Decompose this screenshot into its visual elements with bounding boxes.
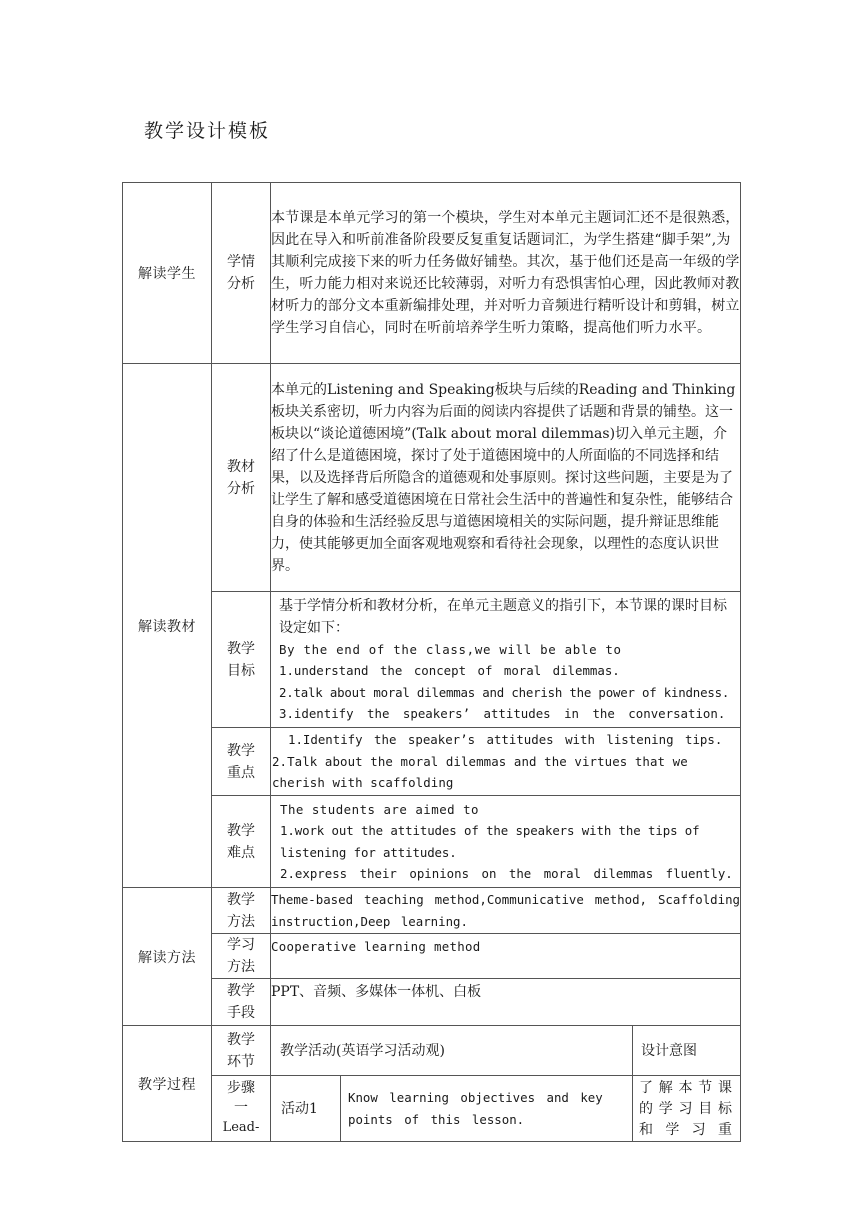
label-student-analysis: 学情 分析 — [212, 183, 271, 364]
row-material-analysis — [123, 364, 741, 592]
label-process-stage: 教学 环节 — [212, 1026, 271, 1076]
key-point-line: 2.Talk about the moral dilemmas and the virtues that we cherish with scaffolding — [272, 753, 688, 791]
category-student: 解读学生 — [123, 183, 212, 364]
label-learning-method: 学习 方法 — [212, 934, 271, 979]
student-analysis-content: 本节课是本单元学习的第一个模块，学生对本单元主题词汇还不是很熟悉，因此在导入和听前准备阶段要反复重复话题词汇，为学生搭建“脚手架”,为其顺利完成接下来的听力任务做好铺垫。其次，基于他们还是高一年级的学生，听力能力相对来说还比较薄弱，对听力有恐惧害怕心理，因此教师对教材听力的部分文本重新编排处理，并对听力音频进行精听设计和剪辑，树立学生学习自信心，同时在听前培养学生听力策略，提高他们听力水平。 — [271, 183, 741, 364]
category-process: 教学过程 — [123, 1026, 212, 1142]
objective-line: By the end of the class,we will be able to — [279, 641, 622, 657]
row-learning-method — [123, 934, 741, 979]
label-difficulties: 教学 难点 — [212, 796, 271, 888]
label-teaching-method: 教学 方法 — [212, 888, 271, 934]
row-teaching-method — [123, 888, 741, 934]
teaching-means-content: PPT、音频、多媒体一体机、白板 — [271, 979, 741, 1026]
label-key-points: 教学 重点 — [212, 728, 271, 796]
category-method: 解读方法 — [123, 888, 212, 1026]
objectives-content — [271, 592, 741, 728]
difficulties-content — [271, 796, 741, 888]
row-student-analysis — [123, 183, 741, 364]
learning-method-content: Cooperative learning method — [271, 934, 741, 979]
label-step1: 步骤 一 Lead- — [212, 1076, 271, 1142]
row-process-header — [123, 1026, 741, 1076]
difficulty-line: 1.work out the attitudes of the speakers with the tips of listening for attitudes. — [280, 823, 700, 860]
difficulty-line: 2.express their opinions on the moral dilemmas fluently. — [280, 866, 733, 881]
lesson-plan-table — [122, 182, 741, 1142]
activity-header: 教学活动(英语学习活动观) — [271, 1026, 633, 1076]
difficulty-line: The students are aimed to — [280, 801, 479, 817]
row-key-points — [123, 728, 741, 796]
objective-line: 1.understand the concept of moral dilemmas. — [279, 663, 620, 678]
category-material: 解读教材 — [123, 364, 212, 888]
key-points-content — [271, 728, 741, 796]
activity-content: Know learning objectives and key points of this lesson. — [341, 1076, 633, 1142]
objectives-intro: 基于学情分析和教材分析，在单元主题意义的指引下，本节课的课时目标设定如下： — [279, 597, 727, 636]
objective-line: 2.talk about moral dilemmas and cherish the power of kindness. — [279, 684, 730, 700]
objectives-list — [279, 639, 738, 725]
teaching-method-content: Theme-based teaching method,Communicative method, Scaffolding instruction,Deep learning. — [271, 888, 741, 934]
material-analysis-content: 本单元的Listening and Speaking板块与后续的Reading and Thinking板块关系密切，听力内容为后面的阅读内容提供了话题和背景的铺垫。这一板块以“谈论道德困境”(Talk about moral dilemmas)切入单元主题，介绍了什么是道德困境，探讨了处于道德困境中的人所面临的不同选择和结果，以及选择背后所隐含的道德观和处事原则。探讨这些问题，主要是为了让学生了解和感受道德困境在日常社会生活中的普遍性和复杂性，能够结合自身的体验和生活经验反思与道德困境相关的实际问题，提升辩证思维能力，使其能够更加全面客观地观察和看待社会现象，以理性的态度认识世界。 — [271, 364, 741, 592]
row-process-step1 — [123, 1076, 741, 1142]
row-objectives — [123, 592, 741, 728]
key-point-line: 1.Identify the speaker’s attitudes with listening tips. — [288, 732, 723, 748]
row-teaching-means — [123, 979, 741, 1026]
page-title: 教学设计模板 — [144, 120, 271, 142]
design-intent: 了解本节课的学习目标和学习重 — [633, 1076, 741, 1142]
objective-line: 3.identify the speakers’ attitudes in the conversation. — [279, 706, 726, 721]
label-material-analysis: 教材 分析 — [212, 364, 271, 592]
row-difficulties — [123, 796, 741, 888]
label-teaching-means: 教学 手段 — [212, 979, 271, 1026]
label-objectives: 教学 目标 — [212, 592, 271, 728]
activity-name: 活动1 — [271, 1076, 341, 1142]
intent-header: 设计意图 — [633, 1026, 741, 1076]
